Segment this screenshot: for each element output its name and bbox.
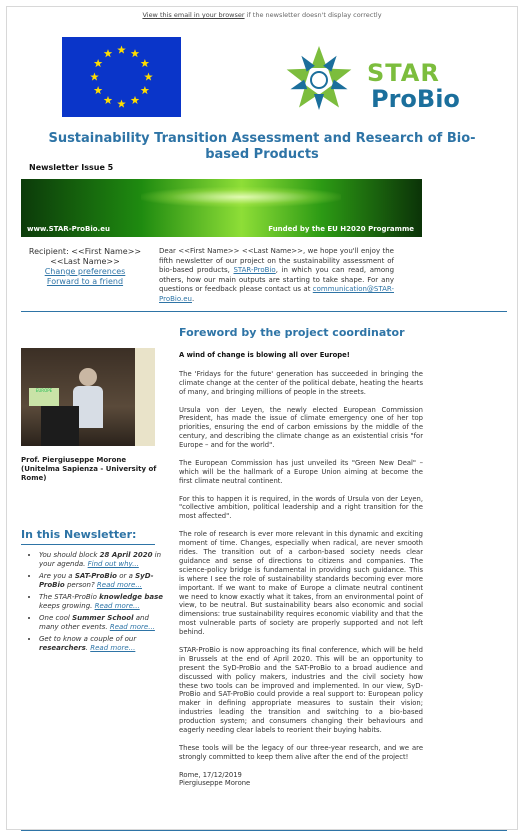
issue-number: Newsletter Issue 5: [29, 163, 114, 172]
eu-flag-icon: [62, 37, 181, 117]
top-note: [7, 11, 517, 19]
item-text: Are you a: [39, 572, 75, 580]
photo-podium: [41, 406, 79, 446]
eu-star-icon: [141, 86, 150, 94]
photo-screen: [135, 348, 155, 446]
intro-text-1: Dear <<First Name>> <<Last Name>>, we hope you'll enjoy the fifth newsletter of our project on the sustainability assessment of bio-based products,: [159, 247, 394, 274]
find-out-why-link[interactable]: Find out why...: [87, 560, 139, 568]
eu-star-icon: [141, 59, 150, 67]
in-this-newsletter-heading: In this Newsletter:: [21, 528, 137, 541]
eu-star-icon: [144, 73, 153, 81]
foreword-title: Foreword by the project coordinator: [179, 326, 405, 339]
article-paragraph: These tools will be the legacy of our three-year research, and we are strongly committed to keep them alive after the end of the project!: [179, 743, 423, 761]
intro-text-2: , in which you can read, among others, how our main outputs are starting to take shape. For any questions or feedback please contact us at: [159, 266, 395, 293]
bottom-divider: [21, 830, 507, 831]
article-paragraph: STAR-ProBio is now approaching its final conference, which will be held in Brussels at the end of April 2020. This will be an opportunity to present the SyD-ProBio and the SAT-ProBio to a broad audience and discussed with policy makers, industries and the civil society how these two tools can be improved and implemented. In our view, SyD-ProBio and SAT-ProBio could provide a real support to: European policy maker in defining appropriate measures to sustain their vision; industries leading the transition and switching to a bio-based production system; and consumers changing their behaviours and eagerly needing clear labels to reorient their buying habits.: [179, 645, 423, 735]
list-item: [39, 593, 167, 611]
view-in-browser-link[interactable]: View this email in your browser: [142, 11, 245, 19]
intro-text-3: .: [191, 294, 195, 303]
photo-person-head: [79, 368, 97, 386]
item-bold: SAT-ProBio: [74, 572, 117, 580]
banner-website: www.STAR-ProBio.eu: [27, 225, 110, 233]
item-bold: researchers: [39, 644, 86, 652]
item-text: You should block: [39, 551, 100, 559]
read-more-link[interactable]: Read more...: [109, 623, 155, 631]
recipient-block: [21, 247, 149, 287]
eu-star-icon: [90, 73, 99, 81]
newsletter-title: Sustainability Transition Assessment and Research of Bio-based Products: [48, 131, 476, 162]
list-item: [39, 572, 167, 590]
signoff-name: Piergiuseppe Morone: [179, 779, 251, 788]
item-text: person?: [64, 581, 97, 589]
article-paragraph: The 'Fridays for the future' generation has succeeded in bringing the climate change at the center of the political debate, heating the hearts of many, and bringing millions of people in the streets.: [179, 369, 423, 396]
read-more-link[interactable]: Read more...: [96, 581, 142, 589]
item-text: keeps growing.: [39, 602, 95, 610]
eu-star-icon: [131, 96, 140, 104]
item-text: and many other events.: [39, 614, 149, 631]
item-text: in your agenda.: [39, 551, 162, 568]
sidebar-divider: [21, 544, 155, 545]
eu-star-icon: [104, 49, 113, 57]
signoff-date: Rome, 17/12/2019: [179, 770, 242, 779]
top-note-text: if the newsletter doesn't display correctly: [244, 11, 382, 19]
eu-star-icon: [131, 49, 140, 57]
banner-glow: [141, 187, 341, 207]
logo-probio-text: ProBio: [371, 85, 460, 113]
eu-star-icon: [94, 59, 103, 67]
eu-star-icon: [104, 96, 113, 104]
item-text: .: [85, 644, 91, 652]
newsletter-contents-list: [31, 551, 167, 656]
eu-star-icon: [117, 100, 126, 108]
banner-image: [21, 179, 422, 237]
list-item: [39, 551, 167, 569]
photo-caption: Prof. Piergiuseppe Morone (Unitelma Sapienza - University of Rome): [21, 456, 157, 482]
article-paragraph: For this to happen it is required, in the words of Ursula von der Leyen, "collective ambition, political leadership and a right transition for the most affected".: [179, 494, 423, 521]
signoff: [179, 771, 423, 789]
item-bold: Summer School: [72, 614, 134, 622]
list-item: [39, 635, 167, 653]
item-text: The STAR-ProBio: [39, 593, 100, 601]
read-more-link[interactable]: Read more...: [90, 644, 136, 652]
intro-paragraph: [159, 247, 394, 304]
list-item: [39, 614, 167, 632]
eu-star-icon: [117, 46, 126, 54]
change-preferences-link[interactable]: Change preferences: [44, 267, 126, 276]
eu-star-icon: [94, 86, 103, 94]
coordinator-photo: [21, 348, 155, 446]
item-bold: 28 April 2020: [99, 551, 153, 559]
article-paragraph: Ursula von der Leyen, the newly elected European Commission President, has made the issue of climate emergency one of her top priorities, ensuring the end of carbon emissions by the middle of the century, and describing the climate change as an existential crisis "for Europe – and for the world".: [179, 405, 423, 450]
article-paragraph: The European Commission has just unveiled its "Green New Deal" – which will be the hallmark of a Europe Union aiming at become the first climate neutral continent.: [179, 458, 423, 485]
item-text: Get to know a couple of our: [39, 635, 137, 643]
item-bold: SyD-ProBio: [39, 572, 154, 589]
logo-star-text: STAR: [367, 59, 440, 87]
foreword-article: [179, 351, 423, 788]
recipient-label: Recipient: <<First Name>> <<Last Name>>: [28, 247, 142, 266]
foreword-subhead: A wind of change is blowing all over Europe!: [179, 351, 350, 359]
article-paragraph: The role of research is ever more relevant in this dynamic and exciting moment of time. Changes, especially when radical, are never smooth rides. The transition out of a carbon-based society needs clear guidance and sense of directions to citizens and companies. The science-policy bridge is fundamental in providing such guidance. This is where I see the role of sustainability standards becoming ever more important. If we want to make of Europe a climate neutral continent we need to know exactly what it takes, from an environmental point of view, to be neutral. But sustainability bears also economic and social dimensions: true sustainability requires economic viability and that the most vulnerable parts of society are properly supported and not left behind.: [179, 530, 423, 637]
divider: [21, 311, 507, 312]
newsletter-frame: [6, 6, 518, 830]
read-more-link[interactable]: Read more...: [94, 602, 140, 610]
item-bold: knowledge base: [99, 593, 164, 601]
star-probio-link[interactable]: STAR-ProBio: [233, 266, 276, 274]
photo-sign: EUROPE: [29, 388, 59, 406]
item-text: One cool: [39, 614, 73, 622]
star-probio-emblem-icon: [279, 40, 359, 120]
item-text: or a: [116, 572, 136, 580]
banner-funding: Funded by the EU H2020 Programme: [268, 225, 414, 233]
forward-to-friend-link[interactable]: Forward to a friend: [46, 277, 124, 286]
contact-email-link[interactable]: communication@STAR-ProBio.eu: [159, 285, 394, 303]
